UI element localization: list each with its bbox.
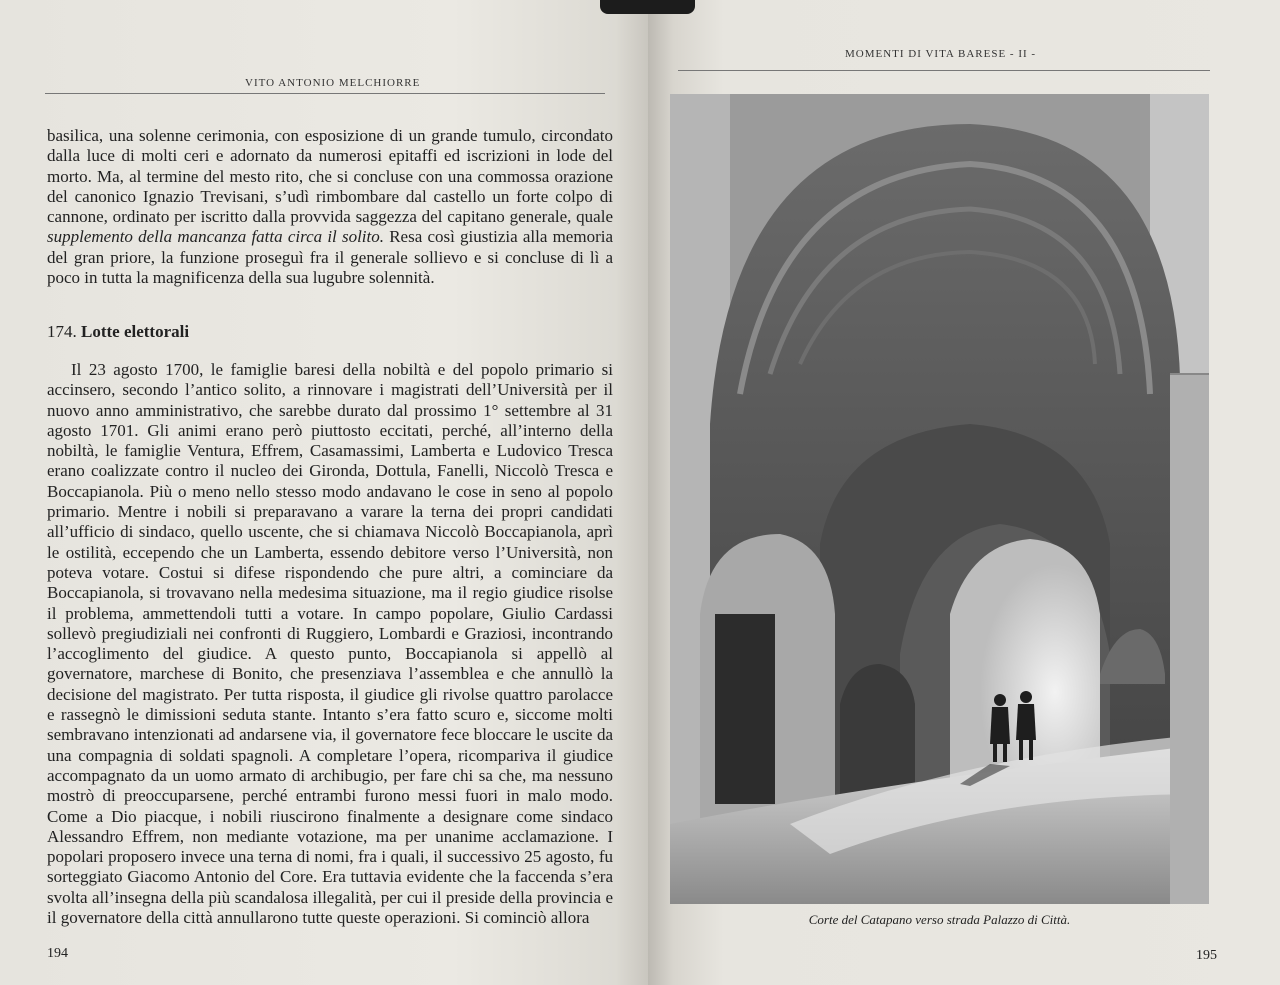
section-heading: [47, 322, 189, 342]
archway-photograph: [670, 94, 1209, 904]
left-header-rule: [45, 93, 605, 94]
paragraph-1-italic: supplemento della mancanza fatta circa il solito.: [47, 227, 385, 247]
section-number: 174.: [47, 322, 77, 341]
left-running-head: VITO ANTONIO MELCHIORRE: [245, 77, 421, 89]
archway-photo-drawing: [670, 94, 1209, 904]
paragraph-1-text-a: basilica, una solenne cerimonia, con esposizione di un grande tumulo, circondato dalla luce di molti ceri e adornato da numerosi epitaffi ed iscrizioni in lode del morto. Ma, al termine del mesto rito, che si concluse con una commossa orazione del canonico Ignazio Trevisani, s’udì rimbombare dal castello un forte colpo di cannone, ordinato per iscritto dalla provvida saggezza del capitano generale, quale: [47, 126, 613, 227]
photo-caption: Corte del Catapano verso strada Palazzo di Città.: [808, 912, 1071, 927]
right-page-number: 195: [1196, 948, 1217, 963]
left-paragraph-2: [47, 360, 613, 928]
section-title: Lotte elettorali: [81, 322, 190, 341]
right-running-head: MOMENTI DI VITA BARESE - II -: [845, 48, 1037, 60]
paragraph-2-text: Il 23 agosto 1700, le famiglie baresi della nobiltà e del popolo primario si accinsero, secondo l’antico solito, a rinnovare i magistrati dell’Università per il nuovo anno amministrativo, che sarebbe durato dal prossimo 1° settembre al 31 agosto 1701. Gli animi erano però piuttosto eccitati, perché, all’interno della nobiltà, le famiglie Ventura, Effrem, Casamassimi, Lamberta e Ludovico Tresca erano coalizzate contro il nucleo dei Gironda, Dottula, Fanelli, Niccolò Tresca e Boccapianola. Più o meno nello stesso modo andavano le cose in seno al popolo primario. Mentre i nobili si preparavano a varare la terna dei propri candidati all’ufficio di sindaco, quello uscente, che si chiamava Niccolò Boccapianola, aprì le ostilità, eccependo che un Lamberta, essendo debitore verso l’Università, non poteva votare. Costui si difese rispondendo che pure altri, a cominciare da Boccapianola, si trovavano nella medesima situazione, ma il regio giudice risolse il problema, ammettendoli tutti a votare. In campo popolare, Giulio Cardassi sollevò pregiudiziali nei confronti di Ruggiero, Lombardi e Graziosi, incontrando l’accoglimento del giudice. A questo punto, Boccapianola si appellò al governatore, marchese di Bonito, che presenziava l’assemblea e che annullò la decisione del magistrato. Per tutta risposta, il giudice gli rivolse quattro parolacce e rassegnò le dimissioni seduta stante. Intanto s’era fatto scuro e, siccome molti sembravano intenzionati ad andarsene via, il governatore fece bloccare le uscite da una compagnia di soldati spagnoli. A completare l’opera, ricompariva il giudice accompagnato da un uomo armato di archibugio, per fare chi sa che, ma nessuno mostrò di preoccuparsene, perché entrambi furono messi fuori in malo modo. Come a Dio piacque, i nobili riuscirono finalmente a designare come sindaco Alessandro Effrem, non mediante votazione, ma per unanime acclamazione. I popolari proposero invece una terna di nomi, fra i quali, il successivo 25 agosto, fu sorteggiato Giacomo Antonio del Core. Era tuttavia evidente che la faccenda s’era svolta all’insegna della più scandalosa illegalità, per cui il preside della provincia e il governatore della città annullarono tutte queste operazioni. Si cominciò allora: [47, 360, 613, 928]
paragraph-1-text-b: Resa così giustizia alla memoria del gran priore, la funzione proseguì fra il generale sollievo e si concluse di lì a poco in tutta la magnificenza della sua lugubre solennità.: [47, 227, 613, 288]
book-edge-shadow: [600, 0, 695, 14]
left-page-number: 194: [47, 946, 68, 961]
left-paragraph-1: [47, 126, 613, 288]
right-header-rule: [678, 70, 1210, 71]
